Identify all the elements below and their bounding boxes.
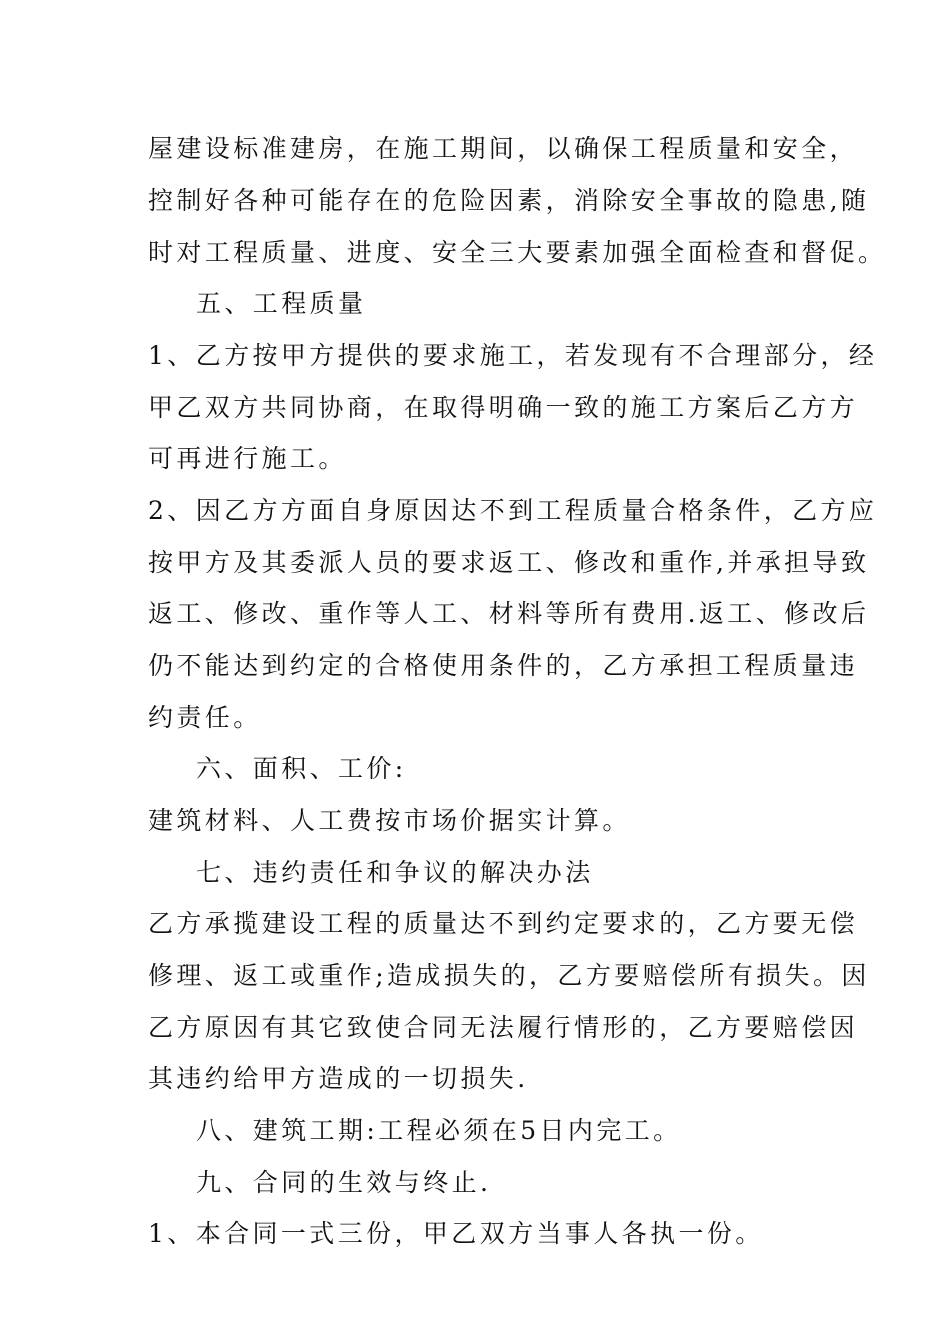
body-text-line: 控制好各种可能存在的危险因素，消除安全事故的隐患,随 <box>148 186 870 215</box>
body-text-line: 按甲方及其委派人员的要求返工、修改和重作,并承担导致 <box>148 548 870 577</box>
body-text-line: 时对工程质量、进度、安全三大要素加强全面检查和督促。 <box>148 238 887 267</box>
body-text-line: 返工、修改、重作等人工、材料等所有费用.返工、修改后 <box>148 599 870 628</box>
body-text-line: 可再进行施工。 <box>148 444 347 473</box>
body-text-line: 甲乙双方共同协商，在取得明确一致的施工方案后乙方方 <box>148 393 859 422</box>
body-text-line: 屋建设标准建房，在施工期间，以确保工程质量和安全， <box>148 134 859 163</box>
body-text-line: 修理、返工或重作;造成损失的，乙方要赔偿所有损失。因 <box>148 961 870 990</box>
section-heading: 五、工程质量 <box>196 289 367 318</box>
body-text-line: 仍不能达到约定的合格使用条件的，乙方承担工程质量违 <box>148 651 859 680</box>
section-heading: 八、建筑工期:工程必须在5日内完工。 <box>196 1116 682 1145</box>
body-text-line: 乙方原因有其它致使合同无法履行情形的，乙方要赔偿因 <box>148 1013 859 1042</box>
section-heading: 七、违约责任和争议的解决办法 <box>196 858 594 887</box>
body-text-line: 建筑材料、人工费按市场价据实计算。 <box>148 806 631 835</box>
body-text-line: 乙方承揽建设工程的质量达不到约定要求的，乙方要无偿 <box>148 909 859 938</box>
body-text-line: 约责任。 <box>148 703 262 732</box>
body-text-line: 1、本合同一式三份，甲乙双方当事人各执一份。 <box>148 1219 764 1248</box>
section-heading: 九、合同的生效与终止. <box>196 1168 492 1197</box>
body-text-line: 2、因乙方方面自身原因达不到工程质量合格条件，乙方应 <box>148 496 878 525</box>
section-heading: 六、面积、工价: <box>196 754 407 783</box>
body-text-line: 1、乙方按甲方提供的要求施工，若发现有不合理部分，经 <box>148 341 878 370</box>
body-text-line: 其违约给甲方造成的一切损失. <box>148 1064 529 1093</box>
